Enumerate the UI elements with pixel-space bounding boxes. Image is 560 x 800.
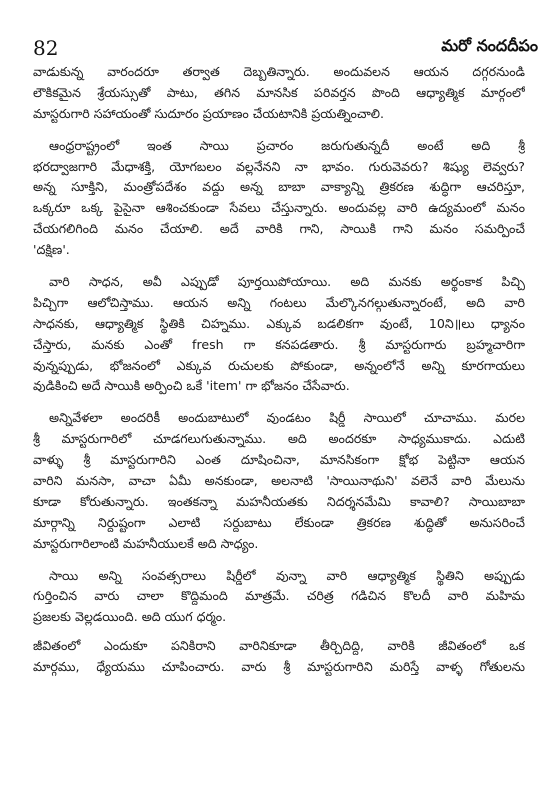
text-line: వున్నప్పుడు, భోజనంలో ఎక్కువ రుచులకు పోకుండా, అన్నంలోనే అన్ని కూరగాయలు	[33, 357, 525, 373]
text-line: మార్గము, ధ్యేయము చూపించారు. వారు శ్రీ మాస్టరుగారిని మరిస్తే వాళ్ళ గోతులను	[33, 659, 525, 675]
text-line: వాళ్ళు శ్రీ మాస్టరుగారిని ఎంత దూషించినా, మానసికంగా క్షోభ పెట్టినా ఆయన	[33, 452, 525, 468]
page-body	[33, 62, 525, 678]
text-line: పిచ్చిగా ఆలోచిస్తాము. ఆయన అన్ని గంటలు మేల్కొనగల్గుతున్నారంటే, అది వారి	[33, 294, 525, 310]
paragraph	[33, 136, 525, 261]
text-line: వాడుకున్న వారందరూ తర్వాత దెబ్బతిన్నారు. అందువలన ఆయన దగ్గరనుండి	[33, 64, 525, 79]
text-line: సాయి అన్ని సంవత్సరాలు షిర్డీలో వున్నా వారి ఆధ్యాత్మిక స్థితిని అప్పుడు	[49, 567, 525, 583]
text-line: లౌకికమైన శ్రేయస్సుతో పాటు, తగిన మానసిక పరివర్తన పొంది ఆధ్యాత్మిక మార్గంలో	[33, 84, 525, 100]
text-line: ప్రజలకు వెల్లడయింది. అది యుగ ధర్మం.	[33, 609, 227, 625]
text-line: శ్రీ మాస్టరుగారిలో చూడగలుగుతున్నాము. అది అందరకూ సాధ్యముకాదు. ఎదుటి	[33, 431, 525, 447]
text-line: అన్న సూక్తిని, మంత్రోపదేశం వద్దు అన్న బాబా వాక్యాన్ని త్రికరణ శుద్ధిగా ఆచరిస్తూ,	[33, 179, 525, 195]
paragraph	[33, 408, 525, 554]
page-header	[0, 0, 560, 64]
text-line: అన్నివేళలా అందరికీ అందుబాటులో వుండటం షిర్డీ సాయిలో చూచాము. మరల	[49, 410, 525, 426]
text-line: చేయగలిగింది మనం చేయాలి. అదే వారికి గాని, సాయికి గాని మనం సమర్పించే	[33, 221, 525, 237]
running-title: మరో నందదీపం	[441, 36, 538, 55]
text-line: వుడికించి అదే సాయికి అర్పించి ఒకే 'item' గా భోజనం చేసేవారు.	[33, 378, 350, 394]
paragraph	[33, 636, 525, 678]
paragraph	[33, 566, 525, 629]
page-number: 82	[33, 36, 59, 60]
text-line: మార్గాన్ని నిర్దుష్టంగా ఎలాటి సర్దుబాటు లేకుండా త్రికరణ శుద్ధితో అనుసరించే	[33, 514, 525, 530]
text-line: సాధనకు, ఆధ్యాత్మిక స్థితికి చిహ్నము. ఎక్కువ బడలికగా వుంటే, 10ని॥లు ధ్యానం	[33, 315, 525, 331]
text-line: జీవితంలో ఎందుకూ పనికిరాని వారినికూడా తీర్చిదిద్ది, వారికి జీవితంలో ఒక	[33, 638, 525, 654]
text-line: వారి సాధన, అవీ ఎప్పుడో పూర్తయిపోయాయి. అది మనకు అర్థంకాక పిచ్చి	[49, 274, 525, 290]
text-line: వారిని మనసా, వాచా ఏమీ అనకుండా, అలనాటి 'సాయినాథుని' వలెనే వారి మేలును	[33, 473, 525, 489]
text-line: మాస్టరుగారిలాంటి మహనీయులకే అది సాధ్యం.	[33, 535, 259, 551]
paragraph	[33, 272, 525, 397]
text-line: ఒక్కరూ ఒక్క పైసైనా ఆశించకుండా సేవలు చేస్తున్నారు. అందువల్ల వారి ఉద్యమంలో మనం	[33, 200, 525, 216]
text-line: కూడా కోరుతున్నారు. ఇంతకన్నా మహనీయతకు నిదర్శనమేమి కావాలి? సాయిబాబా	[33, 493, 525, 509]
text-line: గుర్తించిన వారు చాలా కొద్దిమంది మాత్రమే. చరిత్ర గడిచిన కొలదీ వారి మహిమ	[33, 588, 525, 604]
text-line: భరద్వాజగారి మేధాశక్తి, యోగబలం వల్లనేనని నా భావం. గురువెవరు? శిష్యు లెవ్వరు?	[33, 158, 525, 174]
paragraph	[33, 62, 525, 125]
text-line: ఆంధ్రరాష్ట్రంలో ఇంత సాయి ప్రచారం జరుగుతున్నదీ అంటే అది శ్రీ	[49, 137, 525, 153]
text-line: మాస్టరుగారి సహాయంతో సుదూరం ప్రయాణం చేయటానికి ప్రయత్నించాలి.	[33, 105, 385, 121]
text-line: 'దక్షిణ'.	[33, 242, 70, 258]
text-line: చేస్తారు, మనకు ఎంతో fresh గా కనపడతారు. శ్రీ మాస్టరుగారు బ్రహ్మచారిగా	[33, 336, 525, 352]
